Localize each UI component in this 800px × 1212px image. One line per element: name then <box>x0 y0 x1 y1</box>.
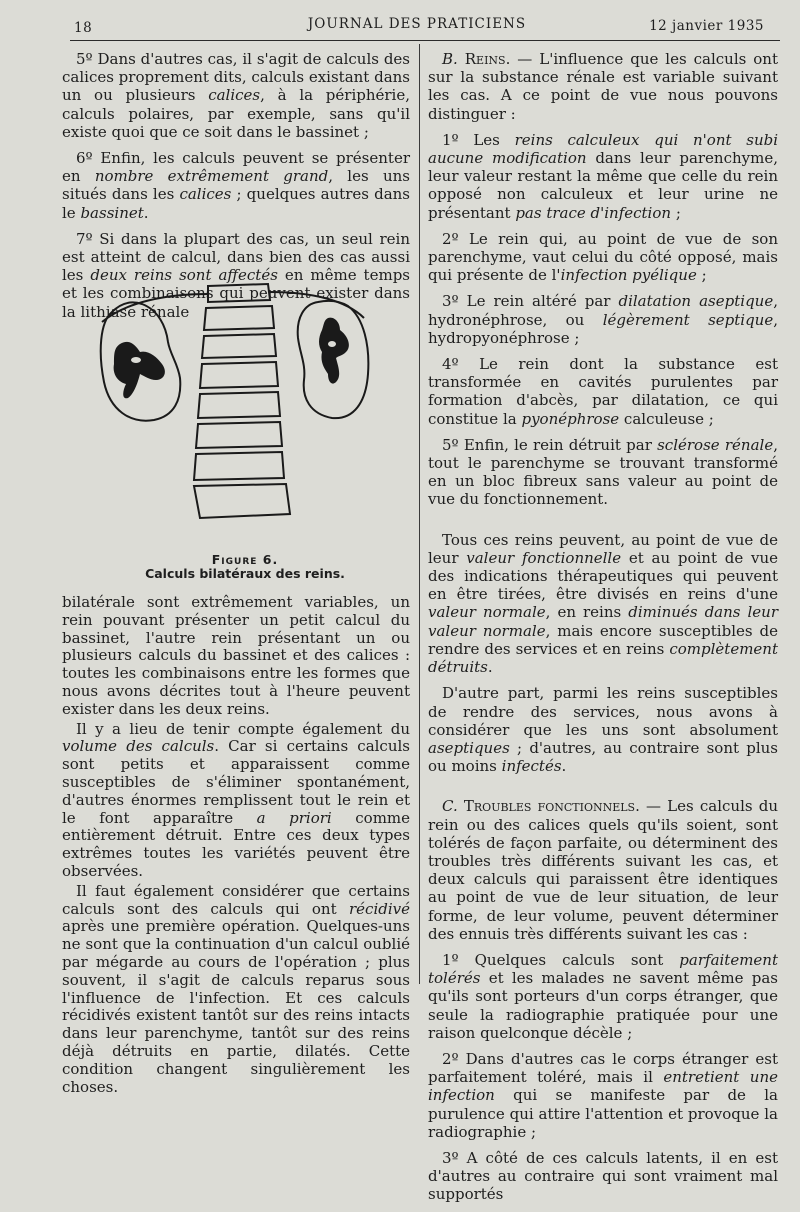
page-number: 18 <box>74 20 93 36</box>
section-c-heading: Troubles fonctionnels. <box>463 797 640 816</box>
right-stone <box>319 318 349 384</box>
section-c-intro: C. Troubles fonctionnels. — Les calculs du rein ou des calices quels qu'ils soient, sont tolérés de façon parfaite, ou déterminent des troubles très différents suivant les cas, et deux calculs qui paraissent être identiques au point de vue de leur situation, de leur forme, de leur volume, peuvent déterminer des ennuis très différents suivant les cas : <box>428 797 778 943</box>
kidney-type-3: 3º Le rein altéré par dilatation aseptique, hydronéphrose, ou légèrement septique, hydropyonéphrose ; <box>428 292 778 347</box>
journal-title: JOURNAL DES PRATICIENS <box>307 16 527 32</box>
paragraph-10: Il faut également considérer que certains calculs sont des calculs qui ont récidivé après une première opération. Quelques-uns ne sont que la continuation d'un calcul oublié par mégarde au cours de l'opération ; plus souvent, il s'agit de calculs reparus sous l'influence de l'infection. Et ces calculs récidivés existent tantôt sur des reins intacts dans leur parenchyme, tantôt sur des reins déjà détruits en partie, dilatés. Cette condition changent singulièrement les choses. <box>62 881 410 1096</box>
paragraph-9: Il y a lieu de tenir compte également du volume des calculs. Car si certains calculs sont petits et apparaissent comme susceptibles de s'éliminer spontanément, d'autres énormes remplissent tout le rein et le font apparaître a priori comme entièrement détruit. Entre ces deux types extrêmes toutes les variétés peuvent être observées. <box>62 719 411 880</box>
running-header <box>70 14 764 36</box>
trouble-2: 2º Dans d'autres cas le corps étranger est parfaitement toléré, mais il entretient une infection qui se manifeste par de la purulence qui attire l'attention et provoque la radiographie ; <box>428 1049 778 1141</box>
section-b-letter: B. <box>442 50 458 68</box>
left-column-continued <box>62 594 410 1098</box>
aseptic-paragraph: D'autre part, parmi les reins susceptibles de rendre des services, nous avons à considérer que les uns sont absolument aseptiques ; d'autres, au contraire sont plus ou moins infectés. <box>428 684 778 776</box>
section-b-intro: B. Reins. — L'influence que les calculs ont sur la substance rénale est variable suivant les cas. A ce point de vue nous pouvons distinguer : <box>428 50 778 123</box>
kidney-type-5: 5º Enfin, le rein détruit par sclérose rénale, tout le parenchyme se trouvant transformé en un bloc fibreux sans valeur au point de vue du fonctionnement. <box>428 435 778 509</box>
kidney-type-2: 2º Le rein qui, au point de vue de son parenchyme, vaut celui du côté opposé, mais qui présente de l'infection pyélique ; <box>428 229 778 285</box>
sacrum <box>194 484 290 518</box>
figure-label: Figure 6. <box>211 552 279 567</box>
paragraph-6: 6º Enfin, les calculs peuvent se présenter en nombre extrêmement grand, les uns situés dans les calices ; quelques autres dans le bassinet. <box>62 149 410 222</box>
functional-value-paragraph: Tous ces reins peuvent, au point de vue de leur valeur fonctionnelle et au point de vue des indications thérapeutiques qui peuvent en être tirées, être divisés en reins d'une valeur normale, en reins diminués dans leur valeur normale, mais encore susceptibles de rendre des services et en reins complètement détruits. <box>428 530 778 677</box>
paragraph-7: 7º Si dans la plupart des cas, un seul rein est atteint de calcul, dans bien des cas aussi les deux reins sont affectés en même temps et les combinaisons qui peuvent exister dans la lithiase rénale <box>62 229 410 321</box>
figure-caption-text: Calculs bilatéraux des reins. <box>145 566 345 581</box>
vertebra <box>204 306 274 330</box>
vertebra <box>194 452 284 480</box>
vertebra <box>196 422 282 448</box>
header-rule <box>70 40 780 41</box>
trouble-1: 1º Quelques calculs sont parfaitement tolérés et les malades ne savent même pas qu'ils sont porteurs d'un corps étranger, que seule la radiographie pratiquée pour une raison quelconque décèle ; <box>428 950 778 1042</box>
kidney-type-4: 4º Le rein dont la substance est transformée en cavités purulentes par formation d'abcès, par dilatation, ce qui constitue la pyonéphrose calculeuse ; <box>428 355 778 428</box>
right-column <box>428 50 778 1212</box>
spacer <box>428 517 778 531</box>
issue-date: 12 janvier 1935 <box>649 18 764 34</box>
paragraph-5: 5º Dans d'autres cas, il s'agit de calculs des calices proprement dits, calculs existant dans un ou plusieurs calices, à la périphérie, calculs polaires, par exemple, sans qu'il existe quoi que ce soit dans le bassinet ; <box>62 50 410 141</box>
vertebra <box>208 284 270 302</box>
section-c-letter: C. <box>442 797 458 816</box>
paragraph-8: bilatérale sont extrêmement variables, un rein pouvant présenter un petit calcul du bassinet, l'autre rein présentant un ou plusieurs calculs du bassinet et des calices : toutes les combinaisons entre les formes que nous avons décrites tout à l'heure peuvent exister dans les deux reins. <box>62 593 410 718</box>
vertebra <box>202 334 276 358</box>
vertebra <box>200 362 278 388</box>
left-stone <box>114 342 165 398</box>
kidney-stones-figure <box>96 282 396 550</box>
column-divider <box>419 44 420 984</box>
spacer <box>428 783 778 797</box>
kidney-type-1: 1º Les reins calculeux qui n'ont subi aucune modification dans leur parenchyme, leur valeur restant la même que celle du rein opposé non calculeux et leur urine ne présentant pas trace d'infection ; <box>428 130 779 222</box>
section-b-heading: Reins. <box>464 50 511 68</box>
trouble-3: 3º A côté de ces calculs latents, il en est d'autres au contraire qui sont vraiment mal supportés <box>428 1148 778 1204</box>
figure-caption <box>100 553 390 581</box>
vertebra <box>198 392 280 418</box>
